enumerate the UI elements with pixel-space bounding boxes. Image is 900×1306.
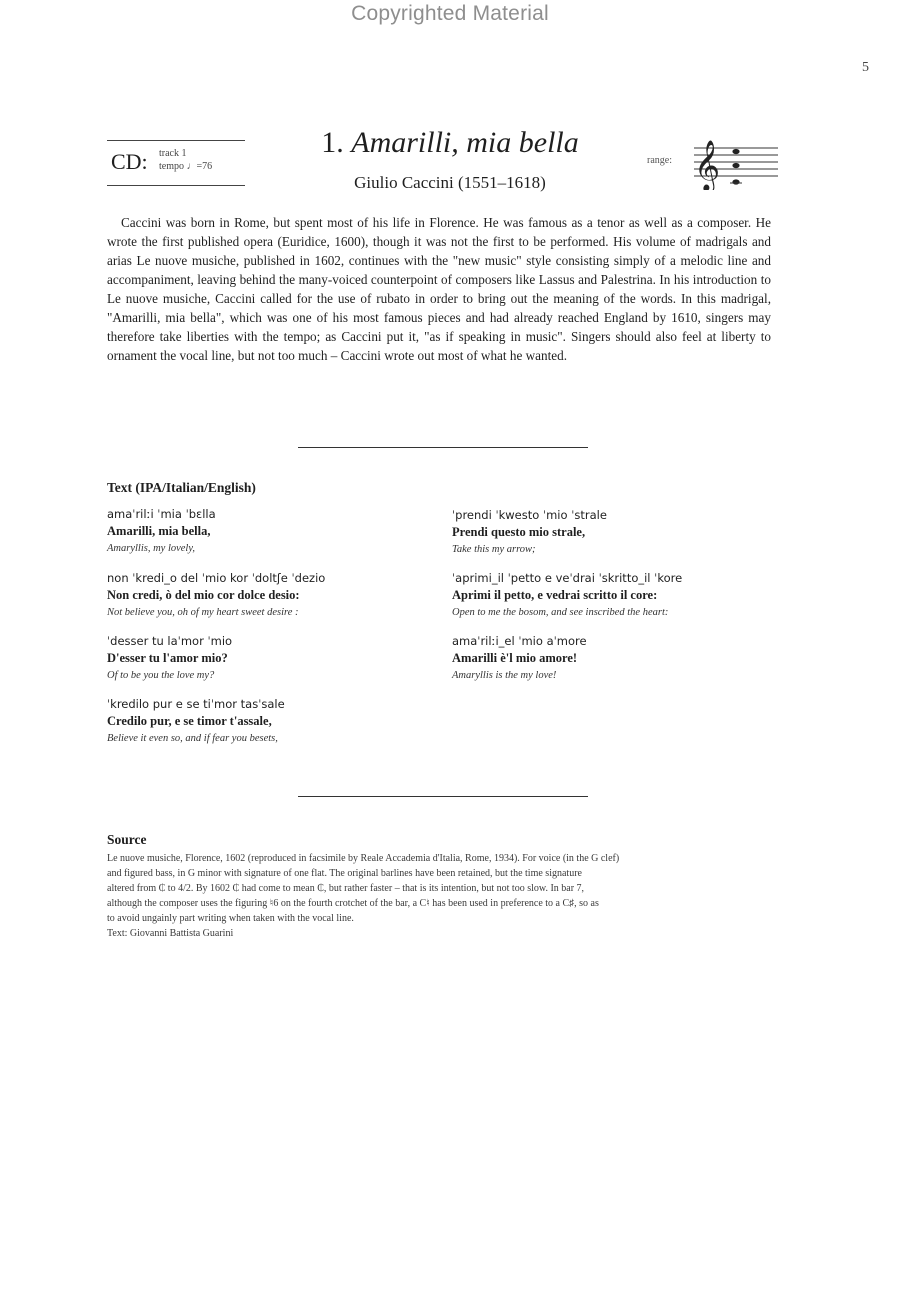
cd-label: CD: [111,149,148,174]
lyric-stanza [452,570,682,621]
composer-name: Giulio Caccini (1551–1618) [354,173,546,192]
english-line: Amaryllis is the my love! [452,670,557,681]
english-line: Open to me the bosom, and see inscribed the heart: [452,607,669,618]
vocal-range-staff-icon [690,134,780,190]
italian-line: Non credi, ò del mio cor dolce desio: [107,588,300,602]
english-line: Not believe you, oh of my heart sweet desire : [107,607,299,618]
range-label: range: [647,155,672,166]
lyric-stanza [107,696,285,747]
italian-line: Amarilli è'l mio amore! [452,651,578,665]
cd-track-info [159,147,212,173]
lyric-stanza [107,506,216,557]
source-line: Le nuove musiche, Florence, 1602 (reproduced in facsimile by Reale Accademia d'Italia, Rome, 1934). For voice (in the G clef) [107,853,620,864]
italian-line: Credilo pur, e se timor t'assale, [107,714,272,728]
source-line: although the composer uses the figuring ♮6 on the fourth crotchet of the bar, a C♮ has been used in preference to a C♯, so as [107,898,599,909]
page-number: 5 [862,60,869,75]
svg-text:𝄞: 𝄞 [694,140,721,190]
source-line: Text: Giovanni Battista Guarini [107,928,234,939]
cd-tempo: tempo ♩=76 [159,161,213,172]
italian-line: Prendi questo mio strale, [452,525,586,539]
english-line: Of to be you the love my? [107,670,215,681]
ipa-line: amaˈrilːi_el ˈmio aˈmore [452,634,587,648]
italian-line: Aprimi il petto, e vedrai scritto il core: [452,588,658,602]
source-line: altered from ₵ to 4/2. By 1602 ₵ had come to mean ₵, but rather faster – that is its intention, but not too slow. In bar 7, [107,883,585,894]
ipa-line: non ˈkredi_o del ˈmio kor ˈdoltʃe ˈdezio [107,571,326,585]
ipa-line: ˈaprimi_il ˈpetto e veˈdrai ˈskritto_il ˈkore [452,571,683,585]
ipa-line: ˈprendi ˈkwesto ˈmio ˈstrale [452,508,607,522]
lyric-stanza [452,633,587,684]
source-line: to avoid ungainly part writing when taken with the vocal line. [107,913,354,924]
cd-track-number: track 1 [159,148,187,159]
lyric-stanza [452,507,607,558]
song-title [250,126,650,160]
ipa-line: ˈkredilo pur e se tiˈmor tasˈsale [107,697,285,711]
italian-line: Amarilli, mia bella, [107,524,211,538]
section-divider [298,447,588,448]
english-line: Believe it even so, and if fear you besets, [107,733,278,744]
source-notes [107,851,787,941]
italian-line: D'esser tu l'amor mio? [107,651,228,665]
source-heading: Source [107,832,147,847]
english-line: Take this my arrow; [452,544,536,555]
introduction-paragraph: Caccini was born in Rome, but spent most of his life in Florence. He was famous as a tenor as well as a composer. He wrote the first published opera (Euridice, 1600), though it was not the first to be performed. His volume of madrigals and arias Le nuove musiche, published in 1602, continues with the "new music" style consisting simply of a melodic line and accompaniment, leaving behind the many-voiced counterpoint of composers like Lassus and Palestrina. In his introduction to Le nuove musiche, Caccini called for the use of rubato in order to bring out the meaning of the words. In this madrigal, "Amarilli, mia bella", which was one of his most famous pieces and had already reached England by 1610, singers may therefore take liberties with the tempo; as Caccini put it, "as if speaking in music". Singers should also feel at liberty to ornament the vocal line, but not too much – Caccini wrote out most of what he wanted. [107,215,771,363]
section-divider [298,796,588,797]
source-line: and figured bass, in G minor with signature of one flat. The original barlines have been retained, but the time signature [107,868,582,879]
lyric-stanza [107,633,232,684]
ipa-line: amaˈrilːi ˈmia ˈbɛlla [107,507,216,521]
text-section-heading: Text (IPA/Italian/English) [107,480,256,495]
lyric-stanza [107,570,325,621]
song-name: Amarilli, mia bella [351,126,579,159]
song-number: 1. [321,126,344,159]
english-line: Amaryllis, my lovely, [107,543,196,554]
ipa-line: ˈdesser tu laˈmor ˈmio [107,634,233,648]
copyright-watermark: Copyrighted Material [351,2,549,25]
cd-info-box [107,140,245,186]
